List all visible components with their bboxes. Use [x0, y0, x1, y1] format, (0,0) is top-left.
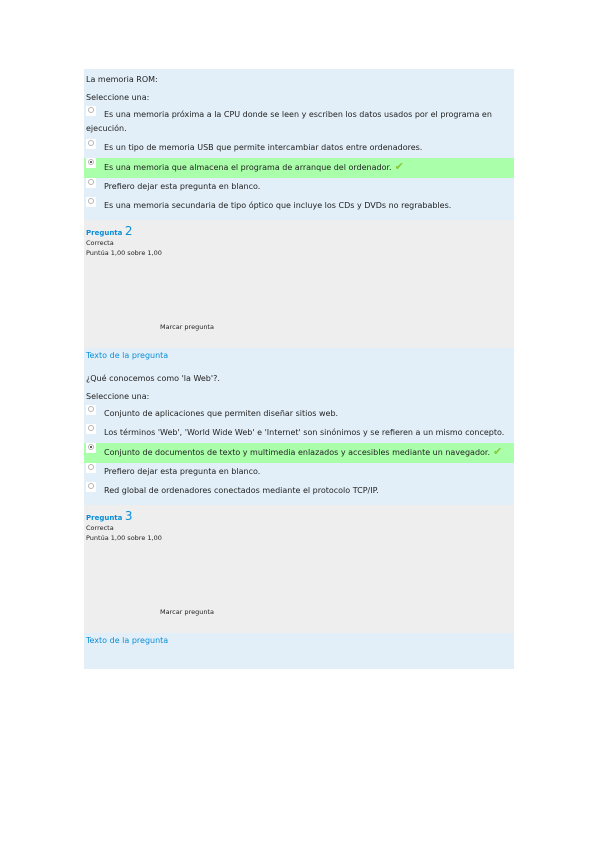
- answer-label: Es una memoria secundaria de tipo óptico que incluye los CDs y DVDs no regrabables.: [104, 201, 452, 210]
- radio-button[interactable]: [86, 424, 96, 434]
- question-text-header: Texto de la pregunta: [84, 633, 514, 669]
- radio-button[interactable]: [86, 463, 96, 473]
- question-number: [84, 505, 514, 523]
- question-1-prompt: Seleccione una:: [86, 93, 150, 102]
- answer-option[interactable]: [84, 178, 514, 197]
- question-label: Pregunta: [86, 229, 123, 237]
- answer-label: Es un tipo de memoria USB que permite intercambiar datos entre ordenadores.: [104, 143, 423, 152]
- answer-option[interactable]: [84, 106, 514, 139]
- answer-label: Es una memoria próxima a la CPU donde se leen y escriben los datos usados por el programa en ejecución.: [86, 110, 492, 133]
- check-icon: ✔: [394, 160, 404, 173]
- answer-label: Conjunto de documentos de texto y multimedia enlazados y accesibles mediante un navegador.: [104, 448, 491, 457]
- answer-option-correct[interactable]: [84, 443, 514, 463]
- question-2-prompt: Seleccione una:: [86, 392, 150, 401]
- radio-button[interactable]: [86, 405, 96, 415]
- answer-label: Prefiero dejar esta pregunta en blanco.: [104, 467, 261, 476]
- answer-option[interactable]: [84, 482, 514, 501]
- answer-option[interactable]: [84, 424, 514, 443]
- question-number-value: 2: [124, 224, 133, 238]
- check-icon: ✔: [493, 445, 503, 458]
- answer-option[interactable]: [84, 197, 514, 216]
- question-1-text: La memoria ROM:: [86, 75, 158, 84]
- answer-option[interactable]: [84, 463, 514, 482]
- question-grade: Puntúa 1,00 sobre 1,00: [86, 534, 162, 542]
- answer-label: Es una memoria que almacena el programa de arranque del ordenador.: [104, 163, 392, 172]
- question-grade: Puntúa 1,00 sobre 1,00: [86, 249, 162, 257]
- answer-label: Conjunto de aplicaciones que permiten diseñar sitios web.: [104, 409, 339, 418]
- question-2-info: [84, 220, 514, 348]
- question-3-info: [84, 505, 514, 633]
- answer-label: Red global de ordenadores conectados mediante el protocolo TCP/IP.: [104, 486, 379, 495]
- radio-button[interactable]: [86, 106, 96, 116]
- question-number-value: 3: [124, 509, 133, 523]
- answer-option[interactable]: [84, 139, 514, 158]
- answer-option[interactable]: [84, 405, 514, 424]
- answer-label: Los términos 'Web', 'World Wide Web' e 'Internet' son sinónimos y se refieren a un mismo concepto.: [104, 428, 505, 437]
- quiz-review: [84, 69, 514, 669]
- answer-label: Prefiero dejar esta pregunta en blanco.: [104, 182, 261, 191]
- question-2-formulation: [84, 368, 514, 505]
- question-2-text: ¿Qué conocemos como 'la Web'?.: [86, 374, 220, 383]
- question-label: Pregunta: [86, 514, 123, 522]
- radio-button[interactable]: [86, 482, 96, 492]
- radio-button[interactable]: [86, 178, 96, 188]
- question-text-header: Texto de la pregunta: [84, 348, 514, 368]
- radio-button-checked[interactable]: [86, 158, 96, 168]
- radio-button[interactable]: [86, 139, 96, 149]
- question-state: Correcta: [86, 239, 114, 247]
- question-state: Correcta: [86, 524, 114, 532]
- question-number: [84, 220, 514, 238]
- flag-question-link[interactable]: Marcar pregunta: [160, 323, 214, 331]
- radio-button-checked[interactable]: [86, 443, 96, 453]
- question-1-formulation: [84, 69, 514, 220]
- answer-option-correct[interactable]: [84, 158, 514, 178]
- radio-button[interactable]: [86, 197, 96, 207]
- flag-question-link[interactable]: Marcar pregunta: [160, 608, 214, 616]
